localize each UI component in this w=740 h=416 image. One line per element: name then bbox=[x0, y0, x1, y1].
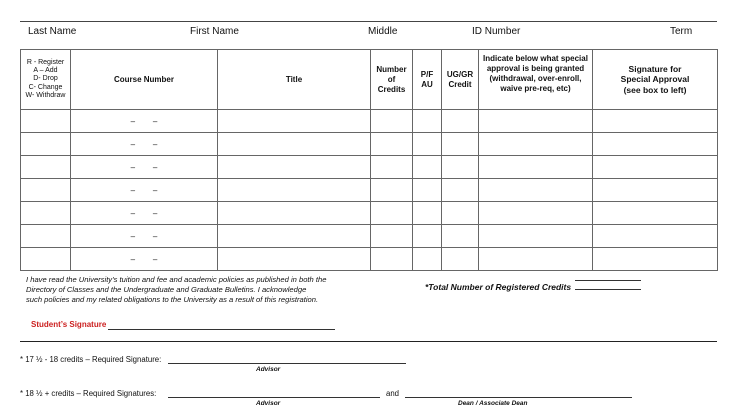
ug-gr-cell[interactable] bbox=[442, 133, 479, 156]
ug-gr-cell[interactable] bbox=[442, 110, 479, 133]
title-cell[interactable] bbox=[218, 225, 371, 248]
course-number-dashes: – – bbox=[130, 139, 158, 149]
last-name-label: Last Name bbox=[28, 26, 77, 37]
credits-header-line: Number bbox=[376, 64, 407, 74]
table-row bbox=[21, 202, 718, 225]
course-number-dashes: – – bbox=[130, 254, 158, 264]
student-signature-field[interactable] bbox=[108, 329, 335, 330]
course-number-dashes: – – bbox=[130, 162, 158, 172]
signature-header-line: (see box to left) bbox=[623, 84, 687, 95]
course-number-cell[interactable] bbox=[71, 202, 218, 225]
course-number-cell[interactable] bbox=[71, 156, 218, 179]
advisor-signature-field-17[interactable] bbox=[168, 363, 406, 364]
signature-cell[interactable] bbox=[593, 202, 718, 225]
code-change: C- Change bbox=[28, 83, 63, 91]
course-number-dashes: – – bbox=[130, 231, 158, 241]
course-number-cell[interactable] bbox=[71, 133, 218, 156]
signature-cell[interactable] bbox=[593, 156, 718, 179]
ug-gr-header-line: Credit bbox=[448, 79, 472, 89]
ug-gr-header-line: UG/GR bbox=[446, 69, 474, 79]
credits-17-label: * 17 ½ - 18 credits – Required Signature: bbox=[20, 355, 162, 364]
action-code-cell[interactable] bbox=[21, 110, 71, 133]
pf-au-cell[interactable] bbox=[413, 110, 442, 133]
acknowledgement-line: I have read the University’s tuition and fee and academic policies as published in both the bbox=[26, 275, 327, 284]
table-row bbox=[21, 133, 718, 156]
ug-gr-header bbox=[442, 50, 479, 110]
special-approval-header bbox=[479, 50, 593, 110]
course-table bbox=[20, 49, 718, 271]
dean-signature-field[interactable] bbox=[405, 397, 632, 398]
table-row bbox=[21, 179, 718, 202]
special-approval-cell[interactable] bbox=[479, 156, 593, 179]
signature-cell[interactable] bbox=[593, 133, 718, 156]
total-credits bbox=[425, 280, 641, 292]
credits-cell[interactable] bbox=[371, 110, 413, 133]
first-name-label: First Name bbox=[190, 26, 239, 37]
credits-cell[interactable] bbox=[371, 156, 413, 179]
action-code-cell[interactable] bbox=[21, 202, 71, 225]
course-number-dashes: – – bbox=[130, 208, 158, 218]
acknowledgement-line: Directory of Classes and the Undergraduate and Graduate Bulletins. I acknowledge bbox=[26, 284, 307, 294]
signature-cell[interactable] bbox=[593, 110, 718, 133]
dean-caption: Dean / Associate Dean bbox=[458, 400, 528, 407]
ug-gr-cell[interactable] bbox=[442, 202, 479, 225]
table-row bbox=[21, 156, 718, 179]
pf-au-header-line: AU bbox=[421, 79, 433, 89]
credits-header-line: Credits bbox=[377, 84, 406, 94]
pf-au-cell[interactable] bbox=[413, 202, 442, 225]
code-withdraw: W- Withdraw bbox=[25, 92, 66, 100]
pf-au-cell[interactable] bbox=[413, 156, 442, 179]
signature-cell[interactable] bbox=[593, 179, 718, 202]
ug-gr-cell[interactable] bbox=[442, 179, 479, 202]
pf-au-cell[interactable] bbox=[413, 133, 442, 156]
signature-header-line: Signature for bbox=[628, 63, 682, 74]
special-approval-cell[interactable] bbox=[479, 202, 593, 225]
title-cell[interactable] bbox=[218, 248, 371, 271]
credits-18-label: * 18 ½ + credits – Required Signatures: bbox=[20, 389, 157, 398]
special-approval-header-line: Indicate below what special bbox=[483, 54, 588, 63]
table-row bbox=[21, 110, 718, 133]
special-approval-header-line: (withdrawal, over-enroll, bbox=[489, 74, 582, 83]
acknowledgement-text bbox=[26, 275, 386, 305]
title-cell[interactable] bbox=[218, 110, 371, 133]
total-credits-label: *Total Number of Registered Credits bbox=[425, 282, 572, 292]
student-signature-label: Student’s Signature bbox=[31, 320, 107, 329]
action-code-cell[interactable] bbox=[21, 179, 71, 202]
signature-cell[interactable] bbox=[593, 248, 718, 271]
term-label: Term bbox=[670, 26, 693, 37]
credits-cell[interactable] bbox=[371, 202, 413, 225]
total-credits-field[interactable] bbox=[575, 280, 641, 290]
special-approval-cell[interactable] bbox=[479, 110, 593, 133]
table-row bbox=[21, 248, 718, 271]
action-code-cell[interactable] bbox=[21, 156, 71, 179]
title-cell[interactable] bbox=[218, 202, 371, 225]
course-rows bbox=[21, 110, 718, 271]
course-number-dashes: – – bbox=[130, 116, 158, 126]
code-register: R - Register bbox=[26, 58, 65, 66]
special-approval-header-line: approval is being granted bbox=[486, 64, 585, 73]
id-number-label: ID Number bbox=[472, 26, 521, 37]
advisor-caption-17: Advisor bbox=[256, 366, 281, 373]
middle-label: Middle bbox=[368, 26, 398, 37]
ug-gr-cell[interactable] bbox=[442, 248, 479, 271]
and-label: and bbox=[386, 389, 400, 398]
pf-au-cell[interactable] bbox=[413, 179, 442, 202]
action-code-cell[interactable] bbox=[21, 225, 71, 248]
top-rule bbox=[20, 21, 717, 22]
credits-header-line: of bbox=[387, 74, 396, 84]
action-code-cell[interactable] bbox=[21, 248, 71, 271]
table-row bbox=[21, 225, 718, 248]
signature-cell[interactable] bbox=[593, 225, 718, 248]
advisor-caption-18: Advisor bbox=[256, 400, 281, 407]
ug-gr-cell[interactable] bbox=[442, 225, 479, 248]
title-cell[interactable] bbox=[218, 179, 371, 202]
special-approval-header-line: waive pre-req, etc) bbox=[500, 84, 571, 93]
credits-cell[interactable] bbox=[371, 179, 413, 202]
credits-cell[interactable] bbox=[371, 248, 413, 271]
pf-au-header bbox=[413, 50, 442, 110]
pf-au-header-line: P/F bbox=[420, 69, 434, 79]
special-approval-cell[interactable] bbox=[479, 225, 593, 248]
title-cell[interactable] bbox=[218, 156, 371, 179]
course-number-cell[interactable] bbox=[71, 179, 218, 202]
credits-header bbox=[371, 50, 413, 110]
course-number-cell[interactable] bbox=[71, 110, 218, 133]
title-cell[interactable] bbox=[218, 133, 371, 156]
course-number-dashes: – – bbox=[130, 185, 158, 195]
signature-header bbox=[593, 50, 718, 110]
action-codes-header bbox=[21, 50, 71, 110]
action-code-cell[interactable] bbox=[21, 133, 71, 156]
special-approval-cell[interactable] bbox=[479, 248, 593, 271]
course-number-cell[interactable] bbox=[71, 248, 218, 271]
signature-header-line: Special Approval bbox=[620, 74, 690, 85]
advisor-signature-field-18[interactable] bbox=[168, 397, 380, 398]
title-header: Title bbox=[218, 50, 371, 110]
code-add: A – Add bbox=[33, 66, 58, 74]
course-number-cell[interactable] bbox=[71, 225, 218, 248]
ug-gr-cell[interactable] bbox=[442, 156, 479, 179]
course-number-header: Course Number bbox=[71, 50, 218, 110]
table-header-row bbox=[21, 50, 718, 110]
credits-cell[interactable] bbox=[371, 225, 413, 248]
pf-au-cell[interactable] bbox=[413, 225, 442, 248]
credits-cell[interactable] bbox=[371, 133, 413, 156]
code-drop: D- Drop bbox=[33, 75, 58, 83]
pf-au-cell[interactable] bbox=[413, 248, 442, 271]
special-approval-cell[interactable] bbox=[479, 133, 593, 156]
section-divider bbox=[20, 341, 717, 342]
acknowledgement-line: such policies and my related obligations to the University as a result of this registration. bbox=[26, 294, 319, 304]
special-approval-cell[interactable] bbox=[479, 179, 593, 202]
